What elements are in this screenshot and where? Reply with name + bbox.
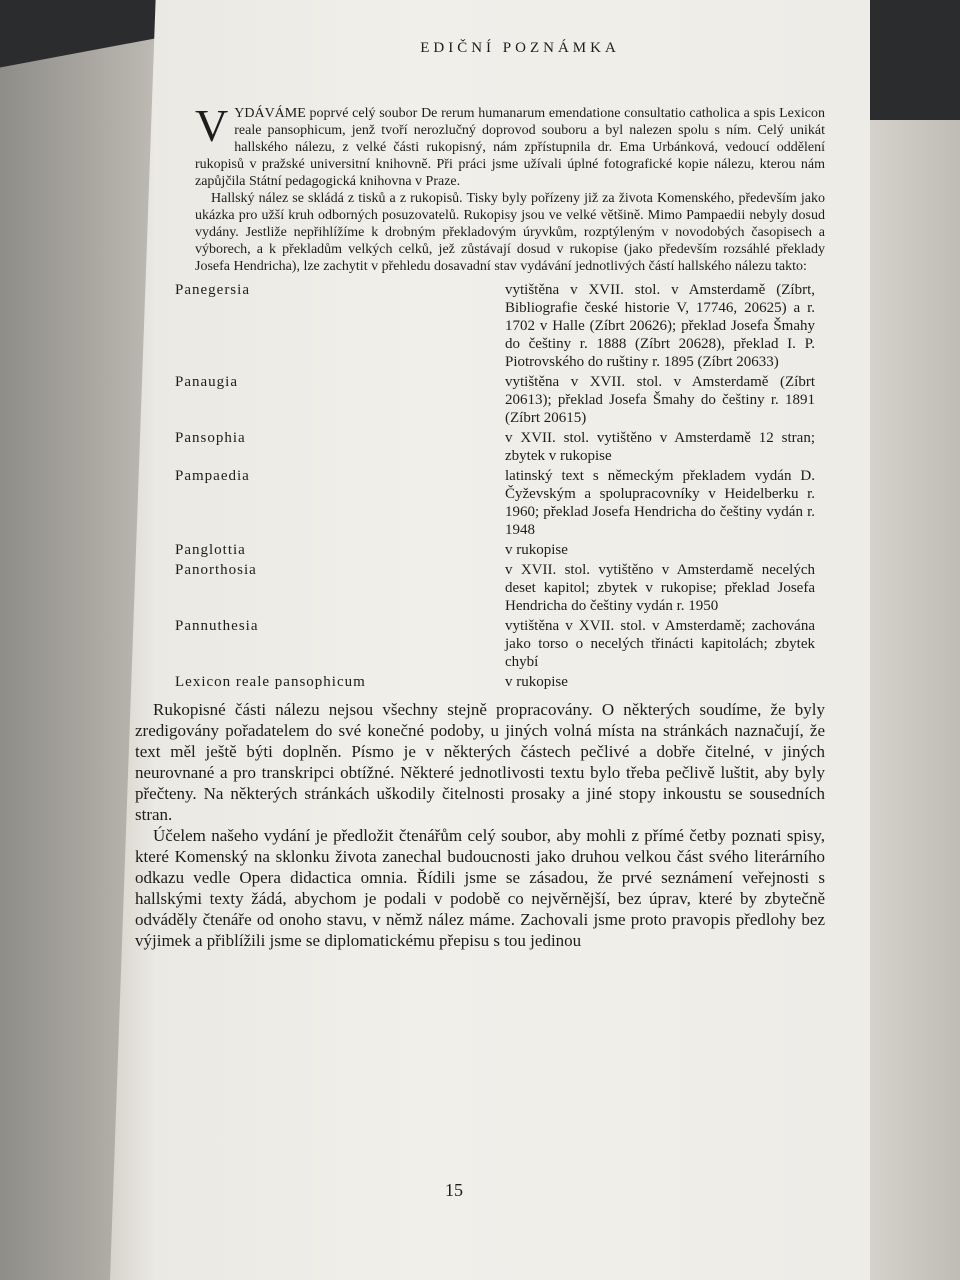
part-name: Pannuthesia xyxy=(175,618,259,634)
part-name: Pansophia xyxy=(175,430,246,446)
intro-lead-text: YDÁVÁME poprvé celý soubor De rerum humanarum emendatione consultatio catholica a spis Lexicon reale pansophicum, jenž tvoří nerozlučný doprovod souboru a byl nalezen spolu s ním. Celý unikát hallského nálezu, z velké části rukopisný, nám zpřístupnila dr. Ema Urbánková, vedoucí oddělení rukopisů v pražské universitní knihovně. Při práci jsme užívali úplné fotografické kopie nálezu, kterou nám zapůjčila Státní pedagogická knihovna v Praze. xyxy=(195,106,825,189)
part-description: v XVII. stol. vytištěno v Amsterdamě necelých deset kapitol; zbytek v rukopise; překlad Josefa Hendricha do češtiny vydán r. 1950 xyxy=(505,562,815,614)
part-name: Lexicon reale pansophicum xyxy=(175,674,366,690)
next-book-page xyxy=(860,120,960,1280)
part-row xyxy=(175,281,825,371)
part-name: Panglottia xyxy=(175,542,246,558)
body-text xyxy=(135,699,825,951)
part-name: Panorthosia xyxy=(175,562,257,578)
part-description: latinský text s německým překladem vydán D. Čyževským a spolupracovníky v Heidelberku r. 1960; překlad Josefa Hendricha do češtiny vydán r. 1948 xyxy=(505,468,815,538)
intro-paragraph-2: Hallský nález se skládá z tisků a z rukopisů. Tisky byly pořízeny již za života Komenského, především jako ukázka pro užší kruh odborných posuzovatelů. Rukopisy jsou ve velké většině. Mimo Pampaedii nebyly dosud vydány. Jestliže nepřihlížíme k drobným překladovým úryvkům, rozptýleným v novodobých časopisech a výborech, a k překladům velkých celků, jež zůstávají dosud v rukopise (jako především rozsáhlé překlady Josefa Hendricha), lze zachytit v přehledu dosavadní stav vydávání jednotlivých částí hallského nálezu takto: xyxy=(195,191,825,274)
intro-paragraphs xyxy=(195,100,825,275)
running-head: EDIČNÍ POZNÁMKA xyxy=(420,40,620,56)
intro-paragraph-1 xyxy=(195,100,825,190)
part-name: Panaugia xyxy=(175,374,238,390)
part-description: vytištěna v XVII. stol. v Amsterdamě (Zíbrt, Bibliografie české historie V, 17746, 20625) a r. 1702 v Halle (Zíbrt 20626); překlad Josefa Šmahy do češtiny r. 1888 (Zíbrt 20628), překlad I. P. Piotrovského do ruštiny r. 1895 (Zíbrt 20633) xyxy=(505,282,815,370)
part-row xyxy=(175,541,825,559)
drop-cap: V xyxy=(195,100,229,151)
part-row xyxy=(175,429,825,465)
part-name: Pampaedia xyxy=(175,468,250,484)
part-description: vytištěna v XVII. stol. v Amsterdamě (Zíbrt 20613); překlad Josefa Šmahy do češtiny r. 1891 (Zíbrt 20615) xyxy=(505,374,815,426)
part-row xyxy=(175,617,825,671)
part-row xyxy=(175,373,825,427)
part-name: Panegersia xyxy=(175,282,250,298)
page-number: 15 xyxy=(445,1180,463,1200)
parts-list xyxy=(175,281,825,691)
body-paragraph-1: Rukopisné části nálezu nejsou všechny stejně propracovány. O některých soudíme, že byly zredigovány pořadatelem do své konečné podoby, u jiných volná místa na stránkách naznačují, že text měl ještě býti doplněn. Písmo je v některých částech pečlivé a dobře čitelné, v jiných neurovnané a pro transkripci obtížné. Některé jednotlivosti textu bylo třeba pečlivě luštit, aby byly přečteny. Na některých stránkách uškodily čitelnosti prosaky a jiné stopy inkoustu se sousedních stran. xyxy=(135,700,825,824)
page-content xyxy=(135,40,825,951)
part-row xyxy=(175,561,825,615)
body-paragraph-2: Účelem našeho vydání je předložit čtenářům celý soubor, aby mohli z přímé četby poznati spisy, které Komenský na sklonku života zanechal budoucnosti jako druhou velkou část svého literárního odkazu vedle Opera didactica omnia. Řídili jsme se zásadou, že prvé seznámení veřejnosti s hallskými texty žádá, abychom je podali v podobě co nejvěrnější, bez úprav, které by zbytečně odváděly čtenáře od onoho stavu, v němž nález máme. Zachovali jsme proto pravopis předlohy bez výjimek a přiblížili jsme se diplomatickému přepisu s tou jedinou xyxy=(135,826,825,950)
part-description: v XVII. stol. vytištěno v Amsterdamě 12 stran; zbytek v rukopise xyxy=(505,430,815,464)
part-description: v rukopise xyxy=(505,674,568,690)
part-description: vytištěna v XVII. stol. v Amsterdamě; zachována jako torso o necelých třinácti kapitolách; zbytek chybí xyxy=(505,618,815,670)
part-description: v rukopise xyxy=(505,542,568,558)
part-row xyxy=(175,467,825,539)
part-row xyxy=(175,673,825,691)
